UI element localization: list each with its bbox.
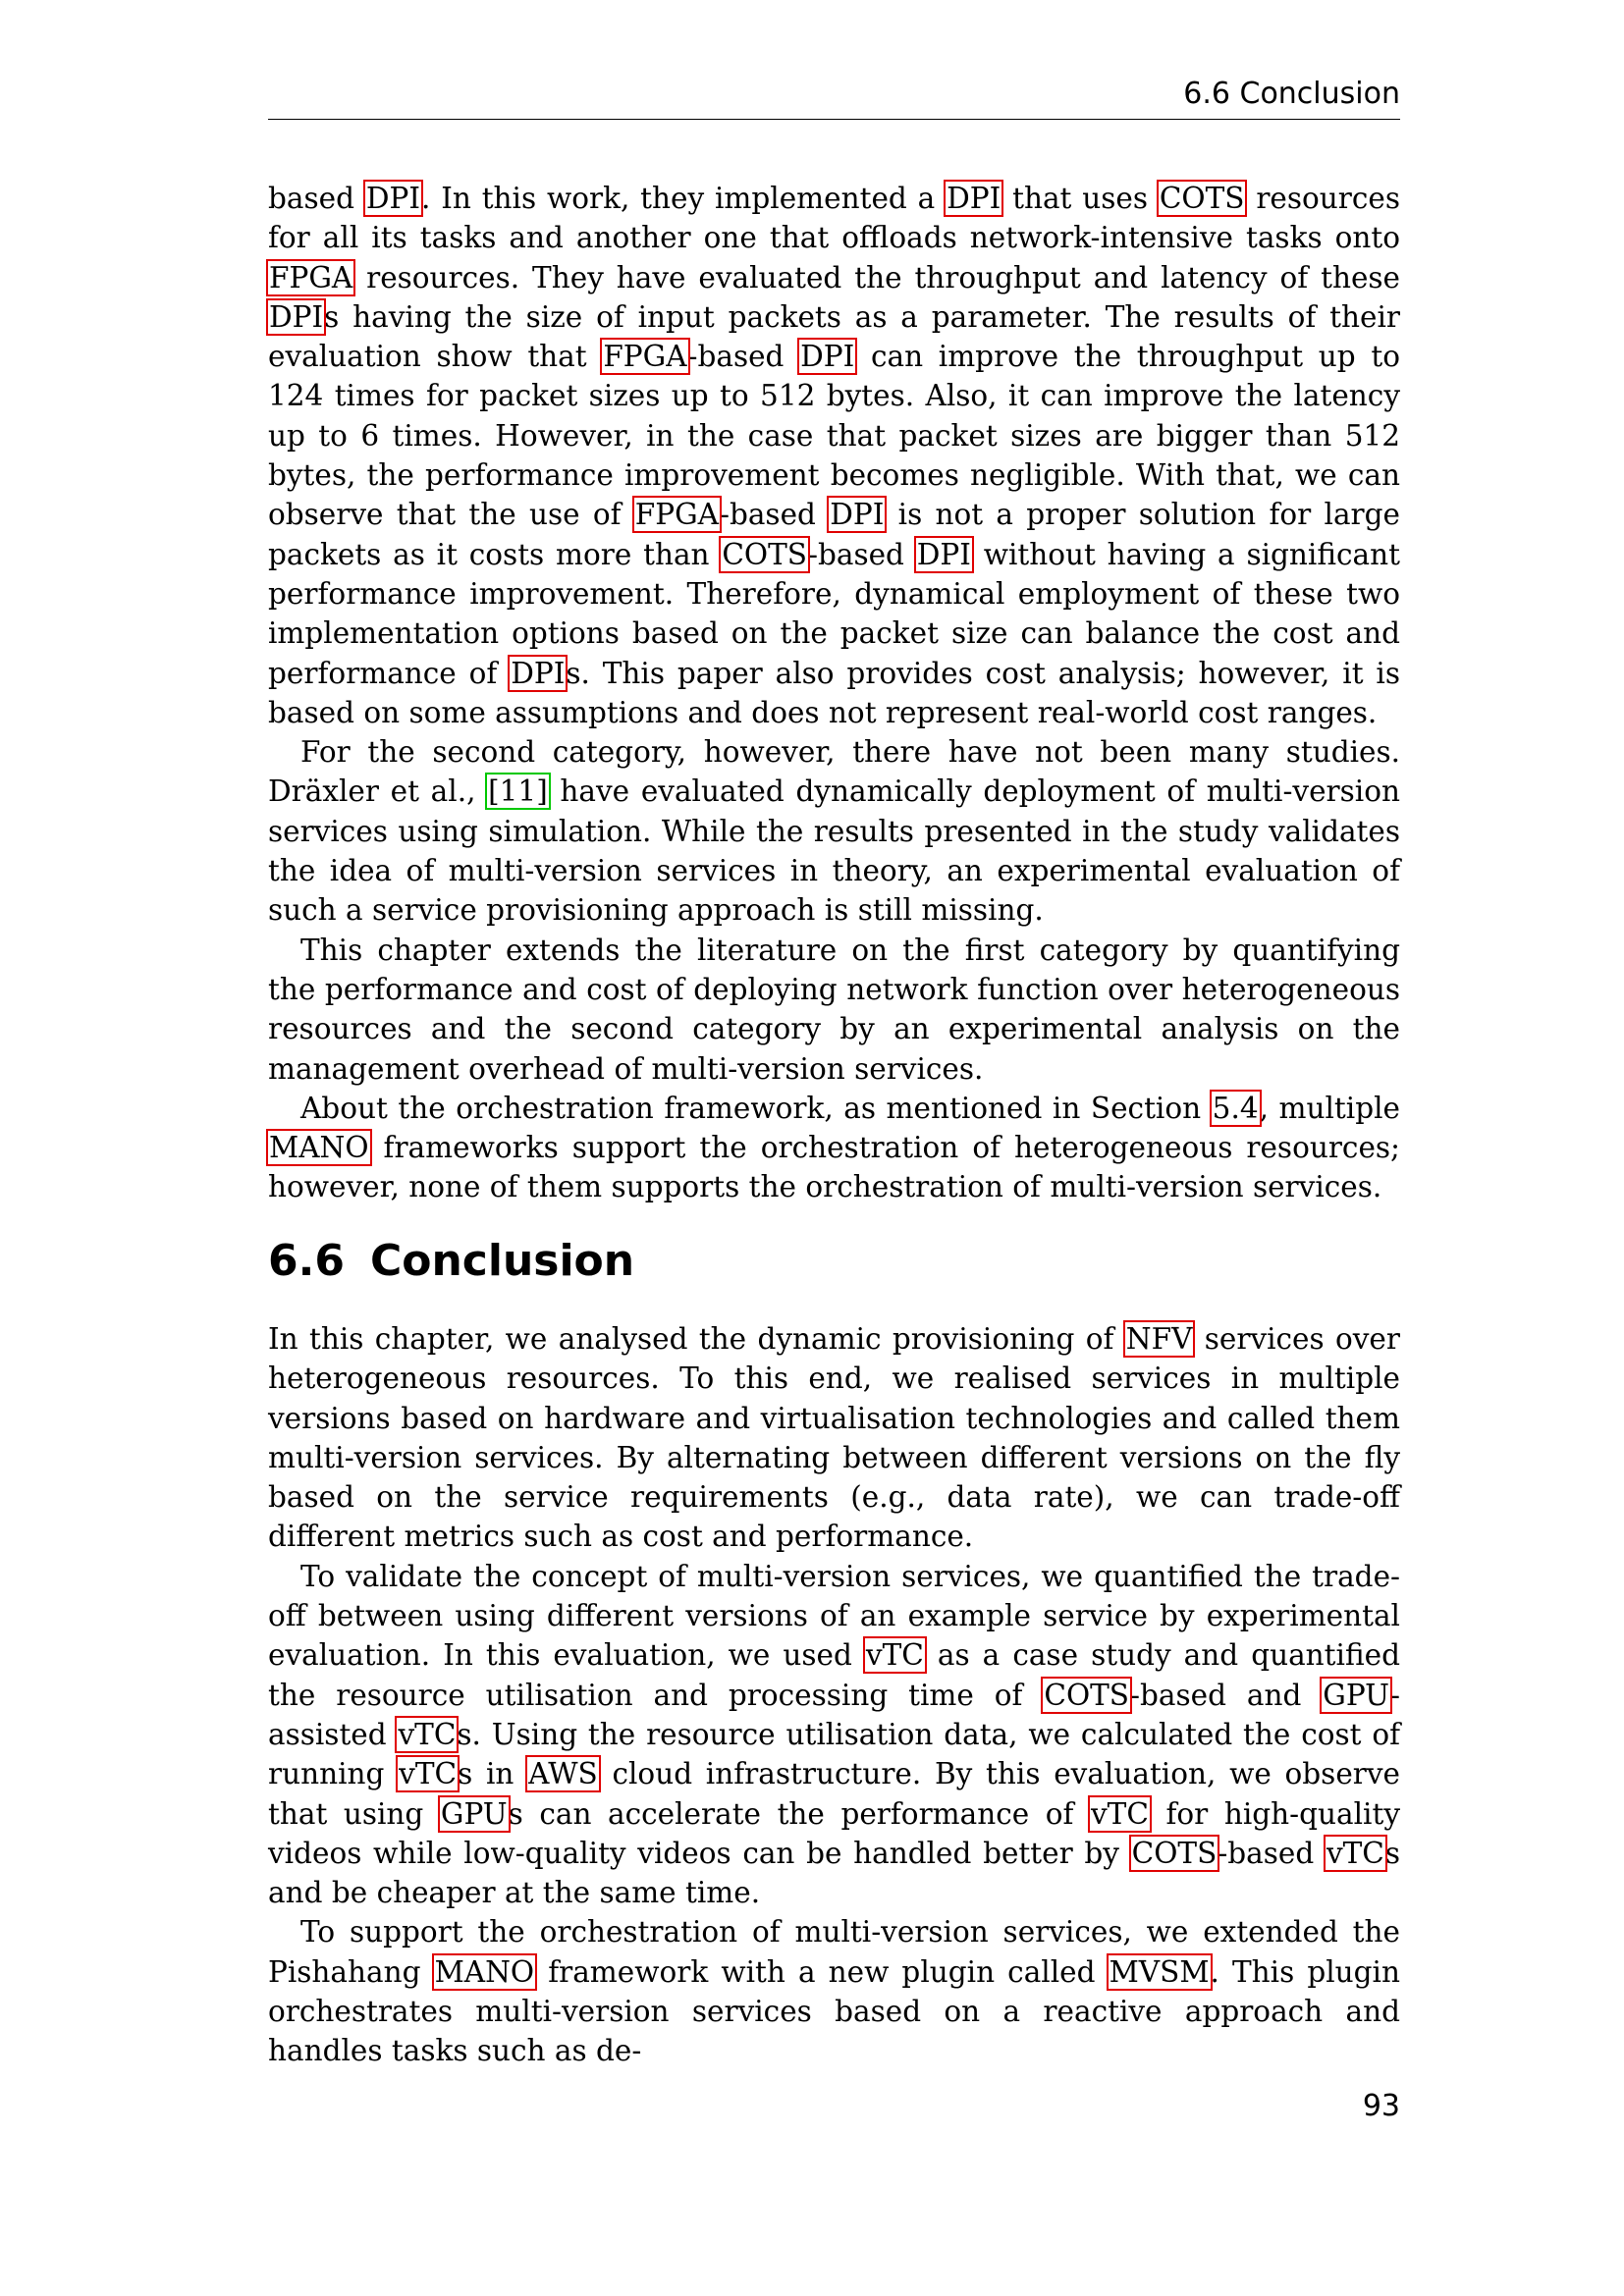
header-rule — [268, 119, 1400, 120]
text-run: In this chapter, we analysed the dynamic provisioning of — [268, 1322, 1125, 1356]
text-run: as a case study and quantified the resource utilisation and processing time of — [268, 1638, 1400, 1712]
acronym-link-fpga[interactable]: FPGA — [634, 498, 719, 532]
text-run: -based — [808, 537, 916, 571]
paragraph-second-category — [268, 732, 1400, 930]
acronym-link-dpi[interactable]: DPI — [511, 656, 566, 690]
running-header: 6.6 Conclusion — [1183, 77, 1400, 111]
acronym-link-dpi[interactable]: DPI — [365, 182, 420, 215]
acronym-link-nfv[interactable]: NFV — [1125, 1322, 1193, 1356]
text-run: can improve the throughput up to 124 times for packet sizes up to 512 bytes. Also, it can improve the latency up to 6 times. However, in the case that packet sizes are bigger than 512 bytes, the performance improvement becomes negligible. With that, we can observe that the use of — [268, 340, 1400, 532]
text-run: that uses — [1001, 182, 1159, 215]
text-run: For the second category, however, there have not been many studies. Dräxler et al., — [268, 735, 1400, 809]
text-run: . This plugin orchestrates multi-version services based on a reactive approach and handles tasks such as de- — [268, 1954, 1400, 2068]
text-run: frameworks support the orchestration of heterogeneous resources; however, none of them supports the orchestration of multi-version services. — [268, 1131, 1400, 1204]
acronym-link-gpu[interactable]: GPU — [440, 1796, 508, 1831]
acronym-link-fpga[interactable]: FPGA — [269, 260, 353, 294]
text-run: s having the size of input packets as a parameter. The results of their evaluation show that — [268, 299, 1400, 374]
acronym-link-dpi[interactable]: DPI — [916, 537, 971, 571]
text-run: -based — [1218, 1836, 1326, 1870]
text-run: s. Using the resource utilisation data, we calculated the cost of running — [268, 1717, 1400, 1791]
acronym-link-aws[interactable]: AWS — [528, 1757, 598, 1791]
acronym-link-dpi[interactable]: DPI — [269, 299, 324, 334]
section-heading — [268, 1232, 634, 1291]
related-work-text — [268, 179, 1400, 1207]
citation-link-11[interactable]: [11] — [488, 774, 548, 809]
text-run: framework with a new plugin called — [535, 1954, 1109, 1989]
text-run: s. This paper also provides cost analysis; however, it is based on some assumptions and does not represent real-world cost ranges. — [268, 656, 1400, 729]
text-run: About the orchestration framework, as mentioned in Section — [300, 1091, 1212, 1125]
acronym-link-vtc[interactable]: vTC — [398, 1717, 457, 1751]
acronym-link-cots[interactable]: COTS — [1159, 182, 1245, 215]
section-title: Conclusion — [369, 1236, 635, 1286]
acronym-link-dpi[interactable]: DPI — [947, 182, 1001, 215]
section-number: 6.6 — [268, 1236, 345, 1286]
text-run: s can accelerate the performance of — [508, 1796, 1091, 1831]
text-run: without having a significant performance improvement. Therefore, dynamical employment of these two implementation options based on the packet size can balance the cost and performance of — [268, 537, 1400, 690]
conclusion-text — [268, 1319, 1400, 2071]
text-run: s and be cheaper at the same time. — [268, 1836, 1400, 1910]
text-run: , multiple — [1259, 1091, 1400, 1125]
acronym-link-vtc[interactable]: vTC — [1091, 1796, 1149, 1831]
acronym-link-vtc[interactable]: vTC — [865, 1638, 924, 1673]
text-run: is not a proper solution for large packets as it costs more than — [268, 498, 1400, 571]
acronym-link-mvsm[interactable]: MVSM — [1109, 1954, 1210, 1989]
text-run: services over heterogeneous resources. To this end, we realised services in multiple versions based on hardware and virtualisation technologies and called them multi-version services. By alternating between different versions on the fly based on the service requirements (e.g., data rate), we can trade-off different metrics such as cost and performance. — [268, 1322, 1400, 1554]
text-run: based — [268, 182, 365, 215]
text-run: -based and — [1130, 1678, 1323, 1712]
page-number: 93 — [1362, 2089, 1400, 2123]
text-run: cloud infrastructure. By this evaluation, we observe that using — [268, 1757, 1400, 1831]
acronym-link-gpu[interactable]: GPU — [1323, 1678, 1390, 1712]
acronym-link-cots[interactable]: COTS — [1131, 1836, 1218, 1870]
acronym-link-mano[interactable]: MANO — [434, 1954, 535, 1989]
acronym-link-cots[interactable]: COTS — [722, 537, 808, 571]
acronym-link-mano[interactable]: MANO — [269, 1131, 369, 1165]
text-run: -based — [719, 498, 830, 532]
paragraph-orchestration-framework — [268, 1089, 1400, 1207]
acronym-link-vtc[interactable]: vTC — [399, 1757, 458, 1791]
text-run: To support the orchestration of multi-version services, we extended the Pishahang — [268, 1915, 1400, 1989]
text-run: for high-quality videos while low-quality videos can be handled better by — [268, 1796, 1400, 1870]
text-run: s in — [458, 1757, 528, 1791]
text-run: resources. They have evaluated the throughput and latency of these — [353, 260, 1400, 294]
paragraph-conclusion-validation — [268, 1557, 1400, 1913]
paragraph-chapter-extends: This chapter extends the literature on the first category by quantifying the performance and cost of deploying network function over heterogeneous resources and the second category by an experimental analysis on the management overhead of multi-version services. — [268, 933, 1400, 1086]
section-link-5-4[interactable]: 5.4 — [1212, 1091, 1259, 1125]
text-run: resources for all its tasks and another one that offloads network-intensive tasks onto — [268, 182, 1401, 255]
text-run: have evaluated dynamically deployment of multi-version services using simulation. While the results presented in the study validates the idea of multi-version services in theory, an experimental evaluation of such a service provisioning approach is still missing. — [268, 774, 1400, 928]
acronym-link-vtc[interactable]: vTC — [1326, 1836, 1384, 1870]
acronym-link-cots[interactable]: COTS — [1044, 1678, 1130, 1712]
text-run: -assisted — [268, 1678, 1400, 1751]
text-run: To validate the concept of multi-version services, we quantified the trade-off between using different versions of an example service by experimental evaluation. In this evaluation, we used — [268, 1559, 1400, 1673]
paragraph-dpi-analysis — [268, 179, 1400, 732]
text-run: -based — [687, 340, 800, 374]
text-run: . In this work, they implemented a — [420, 182, 947, 215]
paragraph-conclusion-orchestration — [268, 1912, 1400, 2070]
paragraph-conclusion-intro — [268, 1319, 1400, 1557]
acronym-link-dpi[interactable]: DPI — [830, 498, 885, 532]
acronym-link-fpga[interactable]: FPGA — [603, 340, 687, 374]
acronym-link-dpi[interactable]: DPI — [800, 340, 855, 374]
